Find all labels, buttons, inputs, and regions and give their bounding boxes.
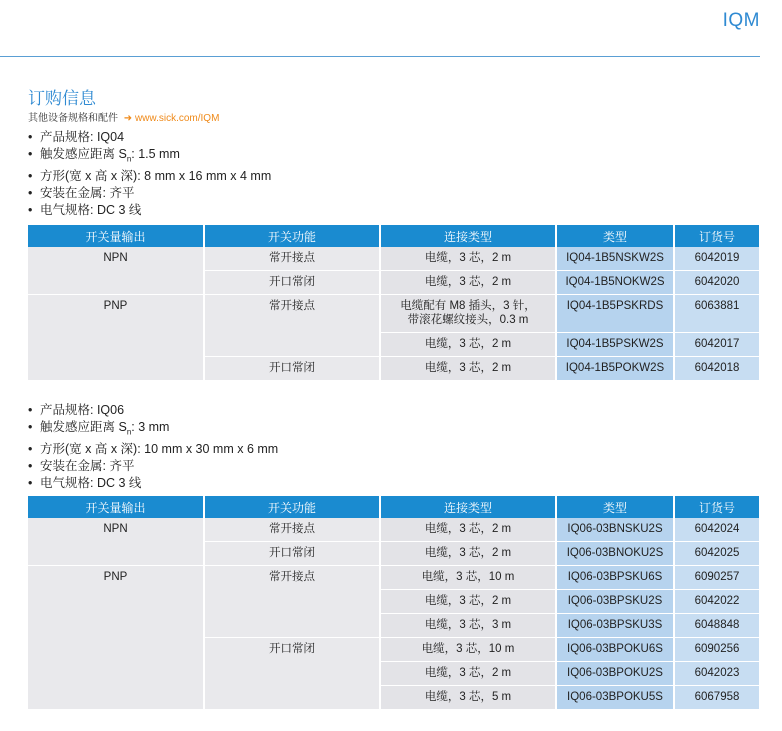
output-cell-text: NPN	[103, 523, 128, 535]
connection-cell-text: 电缆，3 芯，2 m	[424, 338, 512, 350]
order-number-cell	[674, 295, 759, 333]
type-cell	[556, 614, 674, 638]
spec-item	[28, 475, 278, 492]
type-cell-text: IQ06-03BPOKU5S	[567, 691, 663, 703]
connection-cell-text: 电缆，3 芯，2 m	[424, 523, 512, 535]
table-header-row	[28, 496, 759, 518]
spec-text: 产品规格: IQ04	[40, 130, 125, 144]
bullet-icon: •	[28, 130, 33, 144]
column-header: 订货号	[674, 225, 759, 247]
spec-subscript: n	[126, 154, 132, 164]
type-cell	[556, 662, 674, 686]
spec-text: 方形(宽 x 高 x 深): 8 mm x 16 mm x 4 mm	[40, 168, 272, 183]
order-number-cell	[674, 247, 759, 271]
table-row	[28, 247, 759, 271]
header-rule	[0, 56, 760, 57]
function-cell	[204, 295, 380, 333]
connection-cell-text-line2: 带滚花螺纹接头，0.3 m	[407, 314, 529, 326]
table-row	[28, 542, 759, 566]
spec-text: 触发感应距离 S	[40, 420, 127, 434]
output-cell	[28, 271, 204, 295]
order-number-cell	[674, 542, 759, 566]
bullet-icon: •	[28, 202, 33, 217]
column-header: 连接类型	[380, 225, 556, 247]
connection-cell-text: 电缆，3 芯，10 m	[421, 643, 515, 655]
spec-item	[28, 419, 278, 441]
function-cell	[204, 542, 380, 566]
connection-cell-text: 电缆，3 芯，5 m	[424, 691, 512, 703]
connection-cell-text: 电缆，3 芯，2 m	[424, 276, 512, 288]
table-row	[28, 662, 759, 686]
order-number-cell-text: 6067958	[694, 691, 740, 703]
spec-text: 产品规格: IQ06	[40, 403, 125, 417]
spec-text: 方形(宽 x 高 x 深): 10 mm x 30 mm x 6 mm	[40, 441, 279, 456]
connection-cell-text: 电缆，3 芯，2 m	[424, 252, 512, 264]
type-cell-text: IQ06-03BPOKU6S	[567, 643, 663, 655]
connection-cell	[380, 614, 556, 638]
connection-cell	[380, 295, 556, 333]
type-cell	[556, 542, 674, 566]
connection-cell	[380, 662, 556, 686]
order-table-iq06	[28, 496, 759, 710]
type-cell-text: IQ06-03BNOKU2S	[566, 547, 664, 559]
output-cell	[28, 686, 204, 710]
type-cell-text: IQ04-1B5PSKRDS	[566, 300, 664, 312]
function-cell	[204, 333, 380, 357]
table-row	[28, 271, 759, 295]
order-number-cell-text: 6042019	[694, 252, 740, 264]
spec-text: 电气规格: DC 3 线	[40, 475, 142, 490]
function-cell-text: 常开接点	[269, 523, 315, 535]
function-cell-text: 开口常闭	[269, 362, 315, 374]
function-cell	[204, 247, 380, 271]
type-cell-text: IQ04-1B5PSKW2S	[566, 338, 664, 350]
more-info-row	[28, 109, 219, 124]
spec-item	[28, 402, 278, 419]
table-row	[28, 566, 759, 590]
spec-item	[28, 458, 278, 475]
spec-text: 安装在金属: 齐平	[40, 458, 135, 473]
connection-cell	[380, 247, 556, 271]
table-row	[28, 518, 759, 542]
connection-cell-text: 电缆，3 芯，2 m	[424, 667, 512, 679]
order-number-cell-text: 6042017	[694, 338, 740, 350]
bullet-icon: •	[28, 441, 33, 456]
column-header: 开关量输出	[28, 225, 204, 247]
type-cell-text: IQ04-1B5NSKW2S	[566, 252, 664, 264]
connection-cell	[380, 686, 556, 710]
spec-item	[28, 129, 271, 146]
type-cell-text: IQ06-03BPSKU2S	[567, 595, 663, 607]
section-title: 订购信息	[28, 89, 96, 108]
function-cell	[204, 271, 380, 295]
order-number-cell-text: 6090256	[694, 643, 740, 655]
spec-text: 电气规格: DC 3 线	[40, 202, 142, 217]
table-header-row	[28, 225, 759, 247]
connection-cell	[380, 357, 556, 381]
spec-list-iq06	[28, 402, 278, 492]
connection-cell	[380, 590, 556, 614]
bullet-icon: •	[28, 458, 33, 473]
type-cell	[556, 295, 674, 333]
function-cell-text: 开口常闭	[269, 547, 315, 559]
bullet-icon: •	[28, 185, 33, 200]
order-number-cell	[674, 333, 759, 357]
connection-cell-text: 电缆，3 芯，10 m	[421, 571, 515, 583]
arrow-right-icon: ➜	[123, 113, 133, 124]
connection-cell	[380, 566, 556, 590]
order-number-cell	[674, 518, 759, 542]
column-header: 开关功能	[204, 225, 380, 247]
order-number-cell-text: 6042018	[694, 362, 740, 374]
output-cell-text: PNP	[103, 571, 128, 583]
type-cell-text: IQ04-1B5NOKW2S	[565, 276, 665, 288]
function-cell	[204, 662, 380, 686]
bullet-icon: •	[28, 168, 33, 183]
spec-item	[28, 441, 278, 458]
order-number-cell-text: 6048848	[694, 619, 740, 631]
output-cell	[28, 247, 204, 271]
output-cell	[28, 638, 204, 662]
output-cell	[28, 542, 204, 566]
table-row	[28, 295, 759, 333]
bullet-icon: •	[28, 420, 33, 434]
output-cell	[28, 566, 204, 590]
table-row	[28, 686, 759, 710]
table-row	[28, 614, 759, 638]
type-cell	[556, 357, 674, 381]
spec-item	[28, 185, 271, 202]
more-info-link[interactable]: www.sick.com/IQM	[134, 113, 220, 124]
output-cell	[28, 357, 204, 381]
order-number-cell-text: 6042024	[694, 523, 740, 535]
output-cell	[28, 614, 204, 638]
spec-text-suffix: : 1.5 mm	[131, 147, 180, 161]
table-row	[28, 638, 759, 662]
order-number-cell	[674, 638, 759, 662]
connection-cell-text: 电缆，3 芯，2 m	[424, 595, 512, 607]
order-number-cell-text: 6090257	[694, 571, 740, 583]
column-header: 开关量输出	[28, 496, 204, 518]
connection-cell-text: 电缆配有 M8 插头，3 针，	[400, 300, 536, 312]
function-cell-text: 常开接点	[269, 300, 315, 312]
table-row	[28, 590, 759, 614]
spec-item	[28, 146, 271, 168]
order-number-cell-text: 6042022	[694, 595, 740, 607]
order-number-cell	[674, 271, 759, 295]
type-cell-text: IQ06-03BPOKU2S	[567, 667, 663, 679]
order-number-cell	[674, 686, 759, 710]
bullet-icon: •	[28, 475, 33, 490]
output-cell	[28, 518, 204, 542]
spec-text: 安装在金属: 齐平	[40, 185, 135, 200]
order-number-cell	[674, 566, 759, 590]
type-cell-text: IQ06-03BNSKU2S	[567, 523, 663, 535]
output-cell	[28, 590, 204, 614]
type-cell-text: IQ04-1B5POKW2S	[565, 362, 665, 374]
order-number-cell	[674, 662, 759, 686]
type-cell	[556, 518, 674, 542]
function-cell	[204, 638, 380, 662]
order-number-cell-text: 6063881	[694, 300, 740, 312]
spec-item	[28, 202, 271, 219]
column-header: 类型	[556, 225, 674, 247]
output-cell-text: PNP	[103, 300, 128, 312]
more-info-text: 其他设备规格和配件	[28, 113, 118, 124]
connection-cell-text: 电缆，3 芯，3 m	[424, 619, 512, 631]
function-cell-text: 开口常闭	[269, 643, 315, 655]
function-cell	[204, 518, 380, 542]
function-cell	[204, 686, 380, 710]
column-header: 开关功能	[204, 496, 380, 518]
column-header: 连接类型	[380, 496, 556, 518]
output-cell	[28, 333, 204, 357]
order-number-cell	[674, 590, 759, 614]
table-row	[28, 357, 759, 381]
type-cell	[556, 333, 674, 357]
type-cell-text: IQ06-03BPSKU3S	[567, 619, 663, 631]
type-cell	[556, 686, 674, 710]
bullet-icon: •	[28, 147, 33, 161]
connection-cell	[380, 518, 556, 542]
function-cell	[204, 357, 380, 381]
function-cell-text: 开口常闭	[269, 276, 315, 288]
connection-cell-text: 电缆，3 芯，2 m	[424, 547, 512, 559]
order-number-cell-text: 6042025	[694, 547, 740, 559]
connection-cell	[380, 638, 556, 662]
type-cell	[556, 590, 674, 614]
type-cell	[556, 271, 674, 295]
connection-cell	[380, 333, 556, 357]
function-cell	[204, 566, 380, 590]
order-number-cell	[674, 614, 759, 638]
bullet-icon: •	[28, 403, 33, 417]
connection-cell	[380, 542, 556, 566]
type-cell-text: IQ06-03BPSKU6S	[567, 571, 663, 583]
column-header: 类型	[556, 496, 674, 518]
connection-cell-text: 电缆，3 芯，2 m	[424, 362, 512, 374]
function-cell-text: 常开接点	[269, 571, 315, 583]
type-cell	[556, 566, 674, 590]
function-cell	[204, 590, 380, 614]
column-header: 订货号	[674, 496, 759, 518]
brand-title: IQM	[722, 10, 760, 31]
type-cell	[556, 247, 674, 271]
output-cell	[28, 662, 204, 686]
order-number-cell-text: 6042020	[694, 276, 740, 288]
function-cell	[204, 614, 380, 638]
function-cell-text: 常开接点	[269, 252, 315, 264]
spec-text: 触发感应距离 S	[40, 147, 127, 161]
output-cell	[28, 295, 204, 333]
spec-list-iq04	[28, 129, 271, 219]
order-number-cell	[674, 357, 759, 381]
spec-subscript: n	[126, 427, 132, 437]
spec-text-suffix: : 3 mm	[131, 420, 170, 434]
connection-cell	[380, 271, 556, 295]
spec-item	[28, 168, 271, 185]
type-cell	[556, 638, 674, 662]
order-table-iq04	[28, 225, 759, 381]
order-number-cell-text: 6042023	[694, 667, 740, 679]
table-row	[28, 333, 759, 357]
output-cell-text: NPN	[103, 252, 128, 264]
